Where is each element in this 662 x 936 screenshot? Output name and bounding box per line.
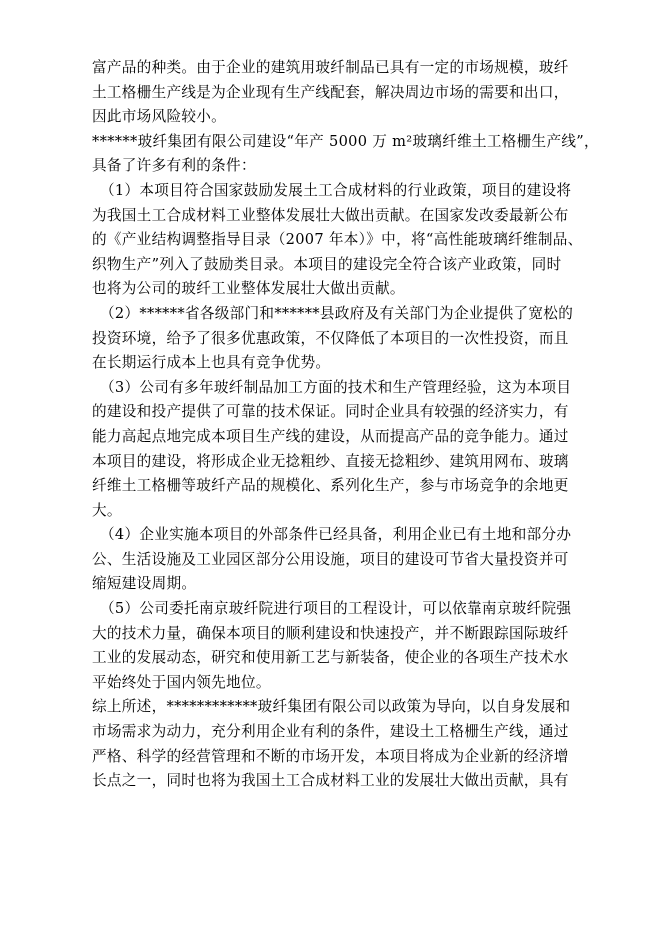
- text-line: 公、生活设施及工业园区部分公用设施，项目的建设可节省大量投资并可: [92, 550, 569, 568]
- text-line: 的《产业结构调整指导目录（2007 年本）》中，将“高性能玻璃纤维制品、: [92, 231, 583, 249]
- text-line: 投资环境，给予了很多优惠政策，不仅降低了本项目的一次性投资，而且: [92, 329, 569, 347]
- text-line: 织物生产”列入了鼓励类目录。本项目的建设完全符合该产业政策，同时: [92, 255, 562, 273]
- text-line: （2）******省各级部门和******县政府及有关部门为企业提供了宽松的: [100, 304, 574, 322]
- text-line: （5）公司委托南京玻纤院进行项目的工程设计，可以依靠南京玻纤院强: [100, 600, 572, 618]
- text-line: 土工格栅生产线是为企业现有生产线配套，解决周边市场的需要和出口，: [92, 83, 569, 101]
- text-line: 综上所述，************玻纤集团有限公司以政策为导向，以自身发展和: [92, 698, 571, 716]
- text-line: 市场需求为动力，充分利用企业有利的条件，建设土工格栅生产线，通过: [92, 723, 569, 741]
- document-page: [92, 56, 602, 794]
- text-line: 能力高起点地完成本项目生产线的建设，从而提高产品的竞争能力。通过: [92, 427, 569, 445]
- text-line: 长点之一，同时也将为我国土工合成材料工业的发展壮大做出贡献，具有: [92, 772, 569, 790]
- text-line: 为我国土工合成材料工业整体发展壮大做出贡献。在国家发改委最新公布: [92, 206, 569, 224]
- text-line: 也将为公司的玻纤工业整体发展壮大做出贡献。: [92, 280, 405, 298]
- text-line: 工业的发展动态，研究和使用新工艺与新装备，使企业的各项生产技术水: [92, 649, 569, 667]
- text-line: 的建设和投产提供了可靠的技术保证。同时企业具有较强的经济实力，有: [92, 403, 569, 421]
- text-line: 因此市场风险较小。: [92, 108, 227, 126]
- text-line: 严格、科学的经营管理和不断的市场开发，本项目将成为企业新的经济增: [92, 747, 569, 765]
- text-line: 缩短建设周期。: [92, 575, 197, 593]
- text-line: 在长期运行成本上也具有竞争优势。: [92, 354, 331, 372]
- text-line: （4）企业实施本项目的外部条件已经具备，利用企业已有土地和部分办: [100, 526, 572, 544]
- text-line: 具备了许多有利的条件：: [92, 157, 256, 175]
- text-line: 纤维土工格栅等玻纤产品的规模化、系列化生产，参与市场竞争的余地更: [92, 477, 569, 495]
- text-line: 富产品的种类。由于企业的建筑用玻纤制品已具有一定的市场规模，玻纤: [92, 59, 569, 76]
- text-line: （1）本项目符合国家鼓励发展土工合成材料的行业政策，项目的建设将: [100, 181, 572, 199]
- text-line: 大的技术力量，确保本项目的顺利建设和快速投产，并不断跟踪国际玻纤: [92, 624, 569, 642]
- text-line: （3）公司有多年玻纤制品加工方面的技术和生产管理经验，这为本项目: [100, 378, 572, 396]
- text-line: 本项目的建设，将形成企业无捻粗纱、直接无捻粗纱、建筑用网布、玻璃: [92, 452, 569, 470]
- text-line: 平始终处于国内领先地位。: [92, 673, 271, 691]
- text-line: 大。: [92, 501, 122, 519]
- text-line: ******玻纤集团有限公司建设“年产 5000 万 m²玻璃纤维土工格栅生产线”，: [92, 132, 599, 150]
